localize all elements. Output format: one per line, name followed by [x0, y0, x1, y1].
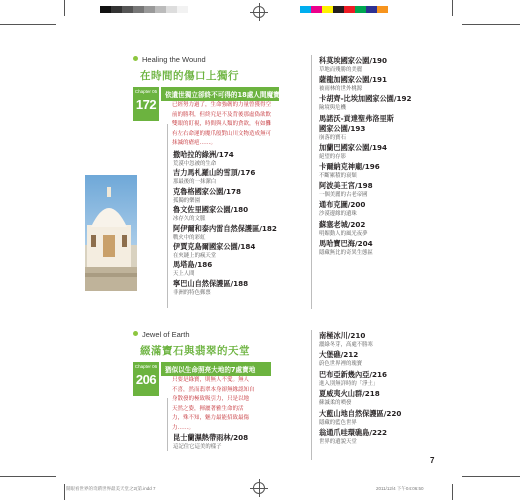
crop-mark: [64, 484, 65, 500]
list-item[interactable]: [319, 56, 412, 74]
entry-title: 薩龍加國家公園/191: [319, 75, 387, 85]
registration-mark: [253, 6, 265, 18]
entry-title: 大藍山地自然保護區/220: [319, 408, 402, 418]
list-item[interactable]: [319, 370, 401, 388]
page-number: 7: [430, 456, 435, 465]
entry-title: 大堡礁/212: [319, 350, 359, 360]
list-item[interactable]: [173, 150, 277, 168]
list-item[interactable]: [319, 124, 412, 142]
entry-subtitle: 絕望的存影: [319, 153, 346, 160]
list-item[interactable]: [319, 220, 412, 238]
section-en-title: [133, 55, 206, 64]
entry-list-right: [319, 331, 401, 446]
entry-title: 伊賈克島爾國家公園/184: [173, 241, 256, 251]
entry-subtitle: 隱藏的藍色世界: [319, 419, 357, 426]
entry-subtitle: 在夾縫上的瘋天堂: [173, 252, 217, 259]
entry-title: 巴布亞新幾內亞/216: [319, 369, 387, 379]
section-en-text: Healing the Wound: [142, 55, 206, 64]
crop-mark: [452, 484, 453, 500]
entry-title: 國家公園/193: [319, 123, 366, 133]
intro-line: 力……。: [172, 424, 195, 431]
section-zh-title: 在時間的傷口上獨行: [140, 70, 239, 82]
intro-line: 抹滅的瘡疤……。: [172, 140, 217, 146]
entry-title: 魯文佐里國家公園/180: [173, 205, 249, 215]
chapter-label: Chapter 05: [134, 89, 158, 94]
entry-subtitle: 冰存久的文脈: [173, 216, 206, 223]
intro-line: 不喜，然而翡翠本身卻無緣認知自: [172, 386, 255, 393]
list-item[interactable]: [173, 433, 248, 451]
list-item[interactable]: [319, 409, 401, 427]
entry-subtitle: 蘇滅柔的噴發: [319, 400, 352, 407]
column-rule: [311, 330, 312, 460]
list-item[interactable]: [319, 94, 412, 112]
crop-mark: [462, 24, 520, 25]
entry-title: 翁通爪哇環礁島/222: [319, 427, 387, 437]
column-rule: [167, 124, 168, 308]
intro-line: 雙眼的盯視，時間與人類的貪欲，有如攤: [172, 121, 272, 127]
entry-title: 卡胡齊-比埃加國家公園/192: [319, 94, 412, 104]
column-rule: [167, 398, 168, 451]
entry-subtitle: 不斷累積的衰頹: [319, 172, 357, 179]
church-illustration: [85, 175, 137, 291]
list-item[interactable]: [319, 331, 401, 349]
crop-mark: [0, 24, 56, 25]
list-item[interactable]: [319, 143, 412, 161]
entry-title: 夏威夷火山群/218: [319, 389, 380, 399]
bullet-dot-icon: [133, 56, 138, 61]
crop-mark: [64, 0, 65, 16]
entry-subtitle: 一個美麗的古老帝國: [319, 192, 368, 199]
church-photo: [85, 175, 137, 291]
intro-line: 身散發的極致吸引力，只是以地: [172, 396, 250, 402]
chapter-number: 206: [135, 372, 157, 387]
chapter-label: Chapter 06: [134, 364, 158, 369]
list-item[interactable]: [173, 187, 277, 205]
entry-list: [173, 433, 248, 451]
entry-subtitle: 沙漠邊緣的遺珠: [319, 211, 357, 218]
entry-subtitle: 天上人間: [173, 271, 195, 278]
chapter-intro: [172, 376, 276, 433]
registration-mark: [253, 482, 265, 494]
chapter-intro: [172, 101, 282, 149]
entry-subtitle: 灑綠冬芽，高處不勝寒: [319, 342, 373, 348]
list-item[interactable]: [319, 200, 412, 218]
entry-title: 馬哈寶巴海/204: [319, 238, 373, 248]
section-en-text: Jewel of Earth: [142, 330, 190, 339]
list-item[interactable]: [173, 279, 277, 297]
entry-subtitle: 隱藏無比的奇異生態區: [319, 249, 373, 256]
chapter-number: 172: [135, 97, 157, 112]
grayscale-bar: [100, 6, 188, 13]
list-item[interactable]: [319, 181, 412, 199]
entry-title: 卡爾納克神廟/196: [319, 161, 380, 171]
color-bar: [300, 6, 388, 13]
column-rule: [311, 55, 312, 309]
entry-title: 昆士蘭濕熱帶雨林/208: [173, 433, 249, 442]
entry-title: 蘇塞老城/202: [319, 219, 366, 229]
entry-title: 撒哈拉的綠洲/174: [173, 150, 234, 159]
list-item[interactable]: [173, 168, 277, 186]
entry-subtitle: 荒漠中忽被的生命: [173, 161, 217, 167]
entry-subtitle: 非洲的特色郵票: [173, 289, 211, 296]
entry-subtitle: 孤獨的樂園: [173, 197, 200, 204]
intro-line: 已經努力過了，生命強韌的力量曾獲得空: [172, 102, 272, 108]
entry-title: 吉力馬札羅山的雪頂/176: [173, 168, 256, 178]
entry-subtitle: 蔚色世界裡的瑰寶: [319, 361, 363, 368]
list-item[interactable]: [319, 114, 412, 124]
list-item[interactable]: [319, 75, 412, 93]
entry-subtitle: 戰火中的彩虹: [173, 234, 206, 241]
entry-title: 通布克圖/200: [319, 200, 366, 210]
crop-mark: [0, 476, 56, 477]
entry-title: 馬諾沃-貢達聖弗洛里斯: [319, 113, 394, 123]
list-item[interactable]: [319, 350, 401, 368]
entry-title: 加蘭巴國家公園/194: [319, 142, 387, 152]
bullet-dot-icon: [133, 331, 138, 336]
entry-title: 馬塔島/186: [173, 260, 213, 270]
chapter-box: [133, 362, 159, 396]
entry-subtitle: 被雨林的世外桃源: [319, 86, 363, 93]
entry-title: 科莫埃國家公園/190: [319, 56, 387, 65]
entry-subtitle: 這記住它這美的樣子: [173, 444, 222, 450]
list-item[interactable]: [319, 428, 401, 446]
list-item[interactable]: [319, 389, 401, 407]
entry-title: 南極冰川/210: [319, 331, 366, 340]
intro-line: 前的勝利，但終究是不及背後那虛偽欲飲: [172, 111, 272, 118]
list-item[interactable]: [173, 224, 277, 242]
entry-list: [173, 150, 277, 297]
entry-subtitle: 明媚動人的風光夜夢: [319, 230, 368, 237]
chapter-box: [133, 87, 159, 121]
chapter-banner: 猶似以生命照亮大地的7處寶地: [161, 362, 271, 376]
entry-title: 阿伊爾和泰内雷自然保護區/182: [173, 223, 277, 233]
entry-subtitle: 那最後的一抹潔白: [173, 179, 217, 186]
intro-line: 只要是綠寶，則無人不愛。無人: [172, 377, 250, 383]
list-item[interactable]: [173, 260, 277, 278]
entry-subtitle: 世界的遺貌天堂: [319, 438, 357, 445]
section-en-title: [133, 330, 190, 339]
entry-title: 寧巴山自然保護區/188: [173, 278, 249, 288]
list-item[interactable]: [173, 205, 277, 223]
print-slug-left: 開眼看世界的奇蹟世界最美天堂之2(第.indd 7: [66, 486, 156, 491]
intro-line: 天然之姿，揮灑著雅生命的活: [172, 405, 244, 412]
entry-subtitle: 險境與危機: [319, 105, 346, 112]
entry-subtitle: 進入別無詳時的「淨土」: [319, 380, 379, 387]
entry-title: 阿波美王宮/198: [319, 181, 373, 191]
intro-line: 力，殊不知，魅力最能招致最傷: [172, 415, 250, 421]
entry-subtitle: 草地而殘勝的美麗: [319, 67, 363, 73]
entry-list-right: [319, 56, 412, 257]
list-item[interactable]: [173, 242, 277, 260]
crop-mark: [462, 476, 520, 477]
entry-subtitle: 崩落的寶石: [319, 134, 346, 141]
intro-line: 有左右命運的魔爪般對山川文物造成無可: [172, 130, 272, 137]
print-slug-right: 2011/12/4 下午04:06:50: [376, 486, 424, 491]
crop-mark: [452, 0, 453, 16]
chapter-banner: 依遺世獨立卻終不可得的18處人間魔寶: [161, 87, 279, 101]
list-item[interactable]: [319, 239, 412, 257]
list-item[interactable]: [319, 162, 412, 180]
section-zh-title: 綴滿寶石與翡翠的天堂: [140, 345, 250, 357]
entry-title: 克魯格國家公園/178: [173, 186, 241, 196]
